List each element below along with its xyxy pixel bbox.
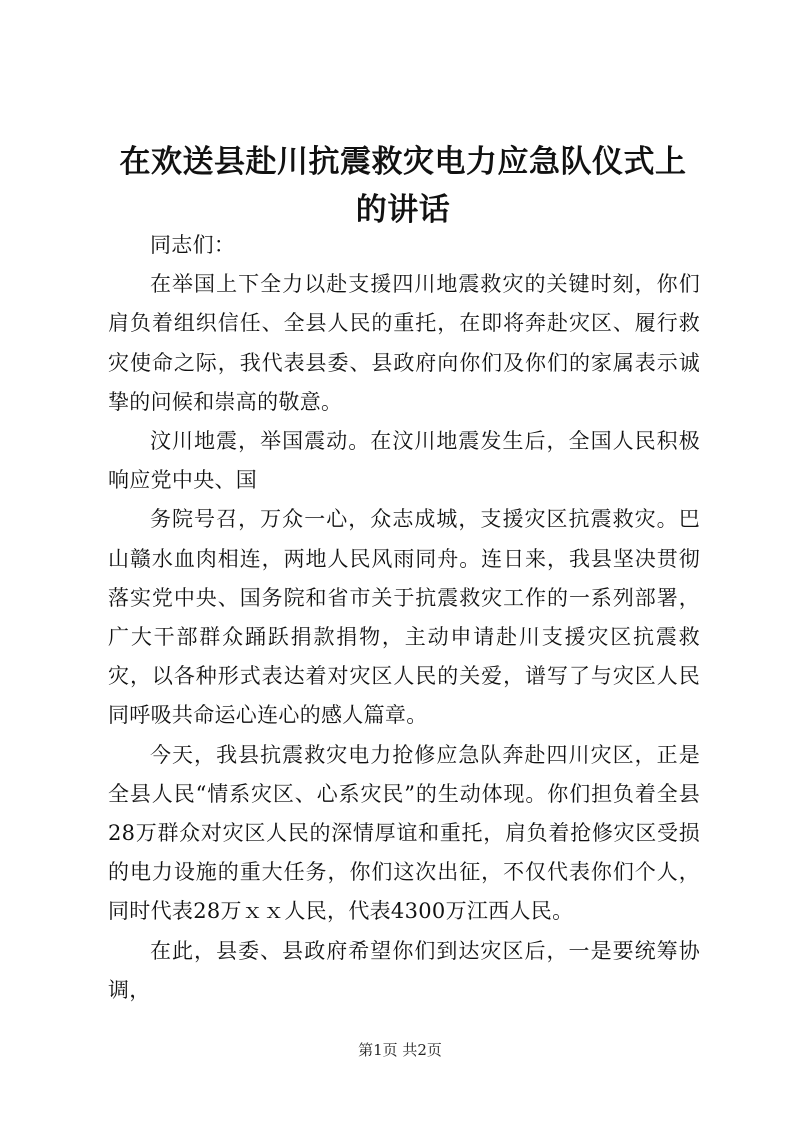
salutation-paragraph: 同志们： <box>150 233 236 257</box>
body-paragraph-5: 在此，县委、县政府希望你们到达灾区后，一是要统筹协调， <box>108 938 700 1002</box>
body-paragraph-2: 汶川地震，举国震动。在汶川地震发生后，全国人民积极响应党中央、国 <box>108 429 700 493</box>
body-paragraph-4: 今天，我县抗震救灾电力抢修应急队奔赴四川灾区，正是全县人民“情系灾区、心系灾民”的生动体现。你们担负着全县28万群众对灾区人民的深情厚谊和重托，肩负着抢修灾区受损的电力设施的重大任务，你们这次出征，不仅代表你们个人，同时代表28万ｘｘ人民，代表4300万江西人民。 <box>108 742 700 924</box>
body-paragraph-1: 在举国上下全力以赴支援四川地震救灾的关键时刻，你们肩负着组织信任、全县人民的重托，在即将奔赴灾区、履行救灾使命之际，我代表县委、县政府向你们及你们的家属表示诚挚的问候和崇高的敬意。 <box>108 272 700 414</box>
body-paragraph-3: 务院号召，万众一心，众志成城，支援灾区抗震救灾。巴山赣水血肉相连，两地人民风雨同舟。连日来，我县坚决贯彻落实党中央、国务院和省市关于抗震救灾工作的一系列部署，广大干部群众踊跃捐款捐物，主动申请赴川支援灾区抗震救灾，以各种形式表达着对灾区人民的关爱，谱写了与灾区人民同呼吸共命运心连心的感人篇章。 <box>108 507 700 728</box>
document-body <box>108 226 700 1010</box>
document-title: 在欢送县赴川抗震救灾电力应急队仪式上的讲话 <box>119 144 687 228</box>
page-footer: 第1页 共2页 <box>358 1041 442 1059</box>
